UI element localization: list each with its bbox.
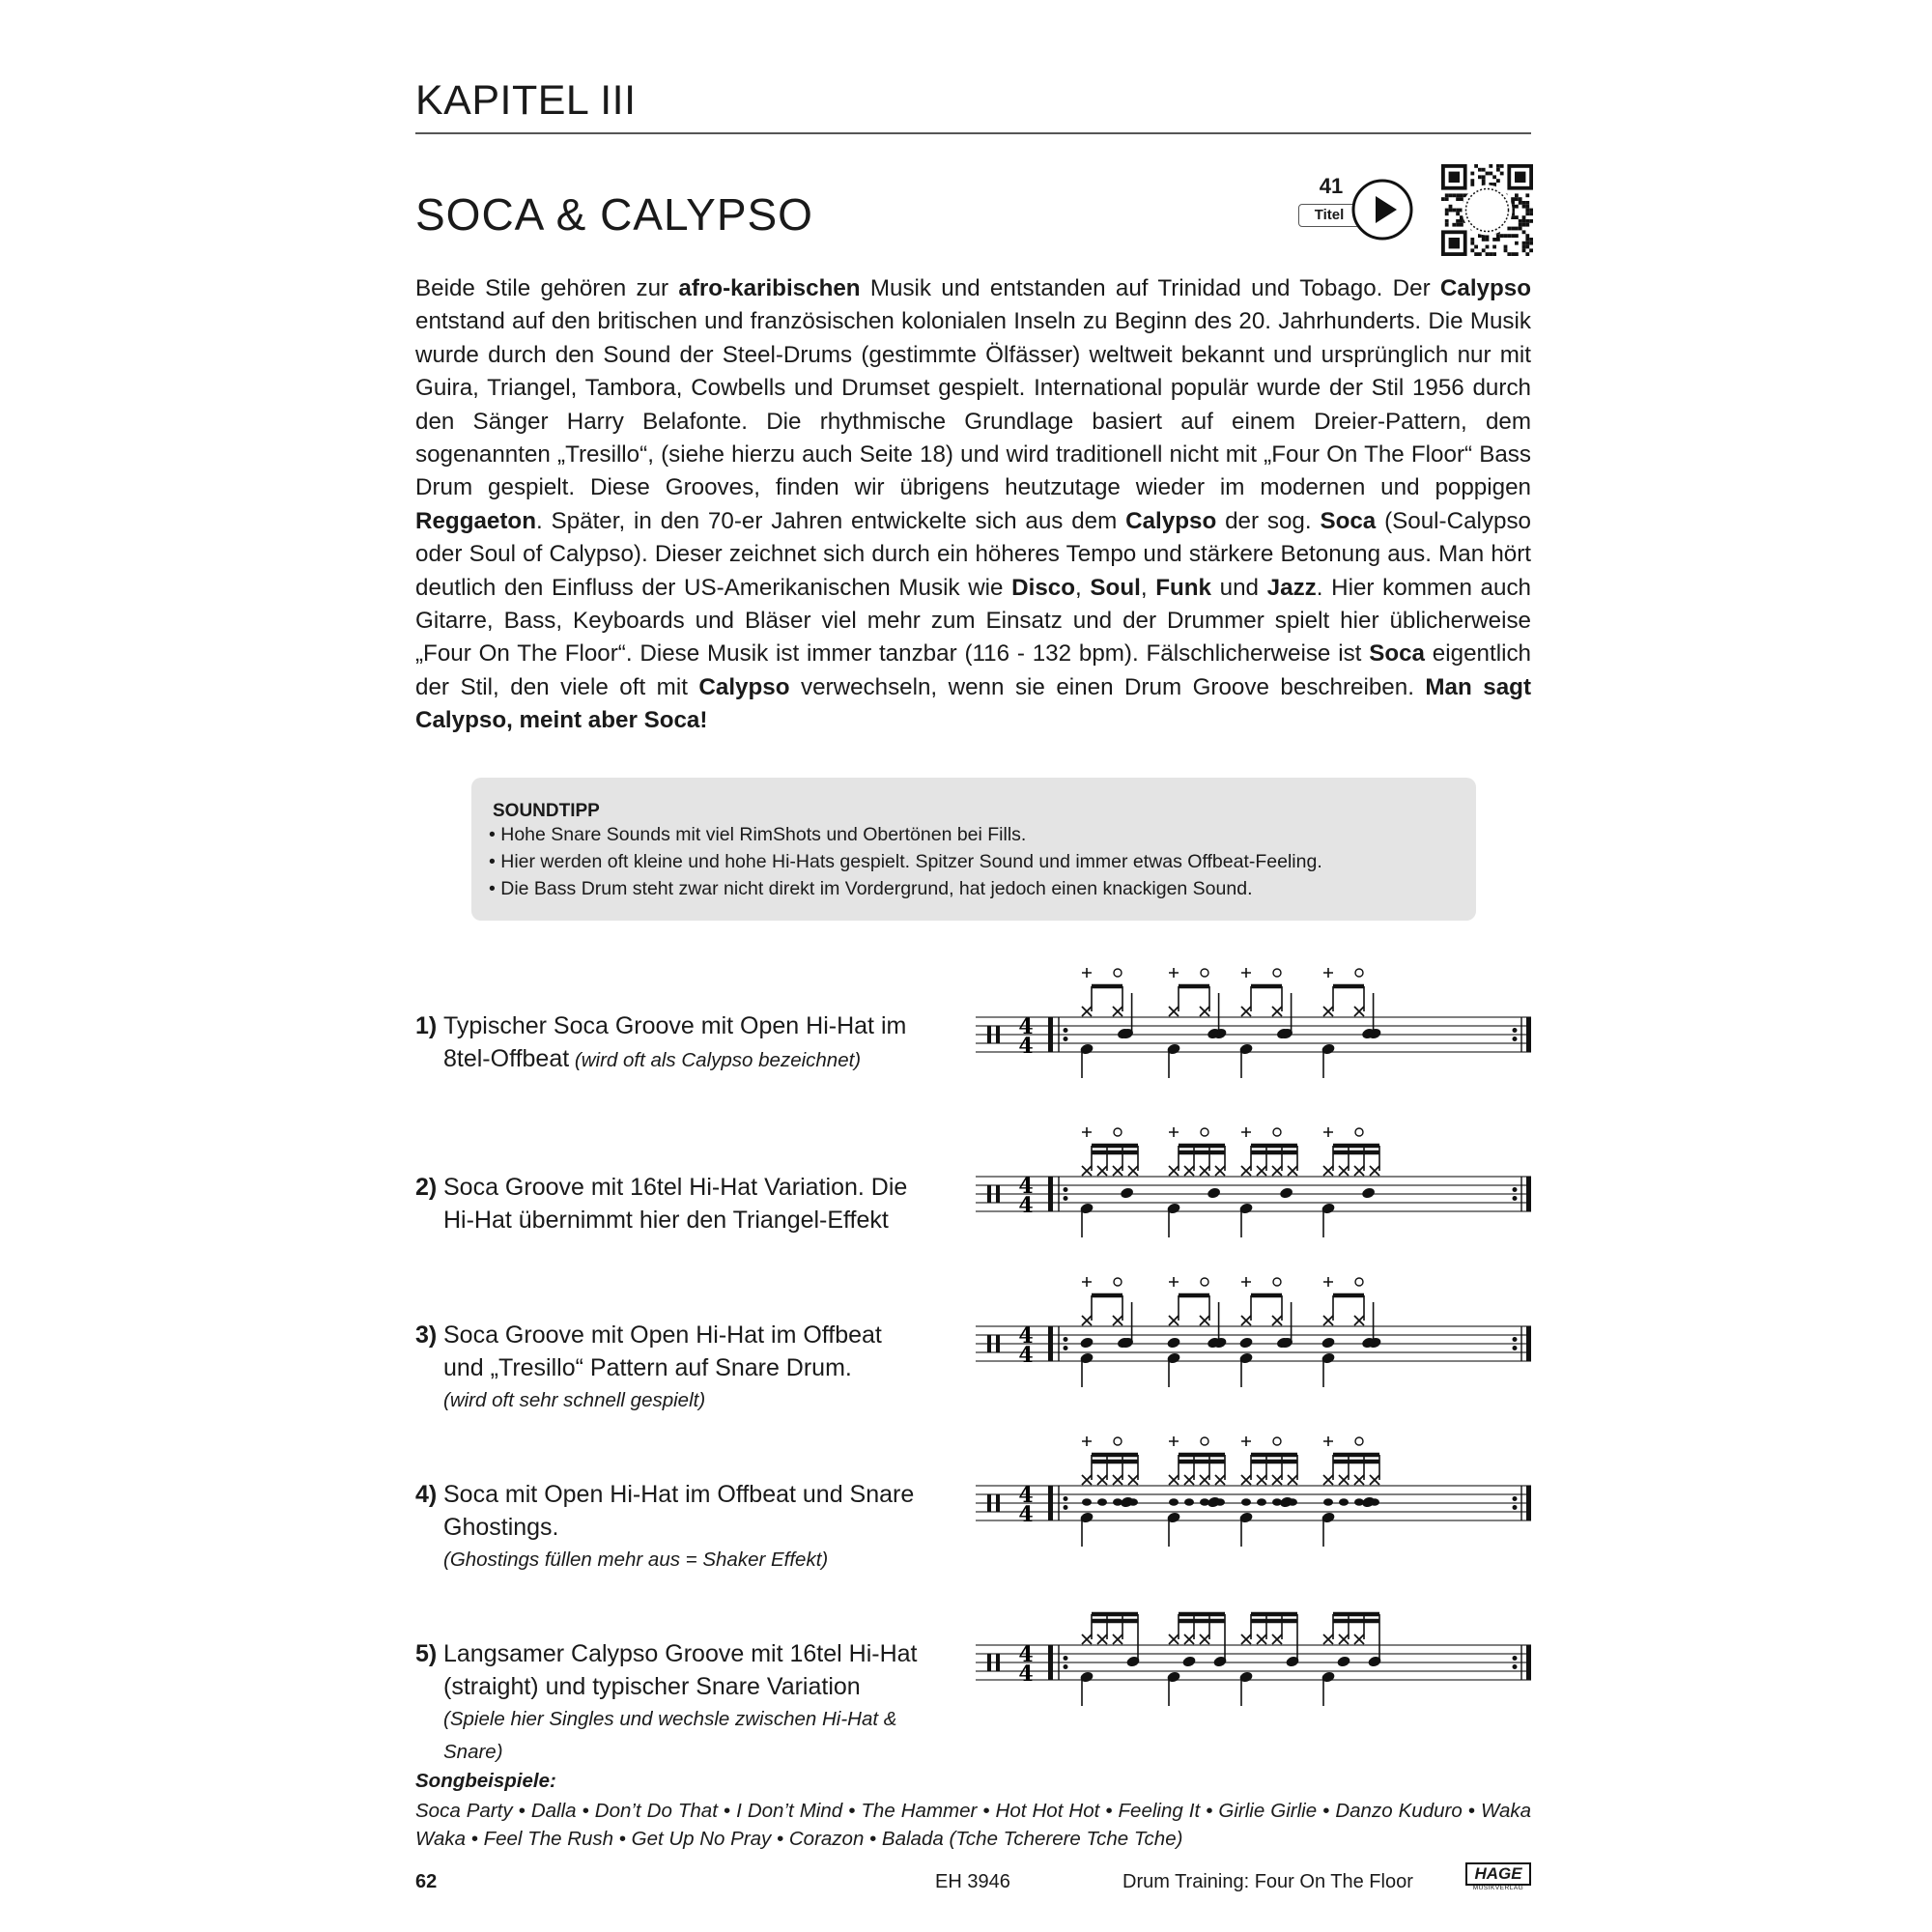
paragraph-text: eigentlich der Stil, den viele oft mit xyxy=(415,640,1531,700)
exercise-description xyxy=(443,1319,955,1417)
exercise-number: 2) xyxy=(415,1174,438,1201)
hihat-note xyxy=(1169,1007,1179,1016)
hihat-note xyxy=(1184,1166,1194,1176)
repeat-dot xyxy=(1513,1337,1518,1342)
hihat-note xyxy=(1339,1166,1349,1176)
closed-hihat-mark xyxy=(1323,1436,1333,1446)
exercise-number: 5) xyxy=(415,1640,438,1667)
open-hihat-mark xyxy=(1273,1128,1281,1136)
hihat-note xyxy=(1200,1007,1209,1016)
hihat-note xyxy=(1113,1007,1122,1016)
hihat-note xyxy=(1113,1316,1122,1325)
hihat-note xyxy=(1082,1316,1092,1325)
ghost-snare-note xyxy=(1128,1498,1138,1506)
exercise-note: (wird oft sehr schnell gespielt) xyxy=(443,1389,706,1411)
hihat-note xyxy=(1200,1166,1209,1176)
ghost-snare-note xyxy=(1082,1498,1092,1506)
paragraph-text: , xyxy=(1075,574,1091,601)
hihat-note xyxy=(1272,1475,1282,1485)
hihat-note xyxy=(1169,1634,1179,1644)
hihat-note xyxy=(1354,1316,1364,1325)
hihat-note xyxy=(1370,1166,1379,1176)
hihat-note xyxy=(1200,1634,1209,1644)
open-hihat-mark xyxy=(1114,1437,1122,1445)
snare-note xyxy=(1120,1186,1134,1199)
exercise-line: Typischer Soca Groove mit Open Hi-Hat im xyxy=(443,1012,907,1039)
time-signature-top: 4 xyxy=(1018,1323,1034,1349)
hihat-note xyxy=(1370,1475,1379,1485)
open-hihat-mark xyxy=(1114,969,1122,977)
time-signature-top: 4 xyxy=(1018,1014,1034,1039)
repeat-start-bar xyxy=(1048,1177,1053,1211)
track-number: 41 xyxy=(1319,174,1344,198)
exercise-line xyxy=(443,1042,955,1077)
hihat-note xyxy=(1272,1316,1282,1325)
repeat-dot xyxy=(1064,1656,1068,1661)
hihat-note xyxy=(1354,1007,1364,1016)
hihat-note xyxy=(1241,1007,1251,1016)
percussion-clef xyxy=(987,1185,991,1203)
bold-term: afro-karibischen xyxy=(678,275,861,301)
hihat-note xyxy=(1082,1475,1092,1485)
time-signature-top: 4 xyxy=(1018,1174,1034,1199)
hihat-note xyxy=(1339,1475,1349,1485)
closed-hihat-mark xyxy=(1323,1127,1333,1137)
closed-hihat-mark xyxy=(1169,1436,1179,1446)
bold-term: Reggaeton xyxy=(415,507,536,534)
exercise-line: Soca mit Open Hi-Hat im Offbeat und Snare xyxy=(443,1481,915,1508)
closed-hihat-mark xyxy=(1169,1277,1179,1287)
repeat-dot xyxy=(1064,1337,1068,1342)
soundtipp-item: • Hier werden oft kleine und hohe Hi-Hats gespielt. Spitzer Sound und immer etwas Offbeat-Feeling. xyxy=(489,851,1322,872)
repeat-start-bar xyxy=(1048,1017,1053,1052)
soundtipp-box xyxy=(471,778,1476,921)
hihat-note xyxy=(1082,1634,1092,1644)
hihat-note xyxy=(1272,1166,1282,1176)
paragraph-text: . Später, in den 70-er Jahren entwickelte sich aus dem xyxy=(535,507,1126,534)
hihat-note xyxy=(1169,1475,1179,1485)
exercise-note: (Spiele hier Singles und wechsle zwischen Hi-Hat & Snare) xyxy=(443,1708,897,1763)
repeat-dot xyxy=(1064,1496,1068,1501)
hihat-note xyxy=(1169,1316,1179,1325)
hihat-note xyxy=(1339,1634,1349,1644)
repeat-dot xyxy=(1513,1028,1518,1033)
exercise-line: und „Tresillo“ Pattern auf Snare Drum. xyxy=(443,1354,852,1381)
ghost-snare-note xyxy=(1241,1498,1251,1506)
hihat-note xyxy=(1272,1007,1282,1016)
hihat-note xyxy=(1354,1634,1364,1644)
drum-notation-1 xyxy=(976,961,1536,1106)
hihat-note xyxy=(1097,1475,1107,1485)
closed-hihat-mark xyxy=(1241,1436,1251,1446)
bold-term: Calypso xyxy=(1125,507,1217,534)
exercise-description xyxy=(443,1478,955,1577)
snare-note xyxy=(1336,1655,1350,1667)
hihat-note xyxy=(1097,1166,1107,1176)
hihat-note xyxy=(1323,1475,1333,1485)
repeat-dot xyxy=(1064,1187,1068,1192)
paragraph-text: verwechseln, wenn sie einen Drum Groove beschreiben. xyxy=(789,673,1426,700)
hihat-note xyxy=(1257,1166,1266,1176)
repeat-dot xyxy=(1513,1496,1518,1501)
publisher-logo xyxy=(1465,1862,1531,1893)
repeat-end-bar xyxy=(1526,1017,1531,1052)
repeat-dot xyxy=(1513,1037,1518,1041)
repeat-start-bar xyxy=(1048,1486,1053,1520)
hihat-note xyxy=(1113,1166,1122,1176)
open-hihat-mark xyxy=(1355,1278,1363,1286)
intro-paragraph xyxy=(415,272,1531,738)
audio-track-badge[interactable] xyxy=(1296,174,1389,243)
hihat-note xyxy=(1215,1166,1225,1176)
hihat-note xyxy=(1128,1166,1138,1176)
repeat-dot xyxy=(1513,1187,1518,1192)
exercise-line: Ghostings. xyxy=(443,1514,559,1541)
bold-term: Soca xyxy=(1320,507,1377,534)
ghost-snare-note xyxy=(1184,1498,1194,1506)
closed-hihat-mark xyxy=(1082,968,1092,978)
hihat-note xyxy=(1323,1316,1333,1325)
exercise-line: Soca Groove mit Open Hi-Hat im Offbeat xyxy=(443,1321,882,1349)
repeat-dot xyxy=(1064,1196,1068,1201)
ghost-snare-note xyxy=(1215,1498,1225,1506)
hihat-note xyxy=(1113,1475,1122,1485)
hihat-note xyxy=(1323,1634,1333,1644)
drum-notation-4 xyxy=(976,1430,1536,1575)
hihat-note xyxy=(1241,1475,1251,1485)
exercise-number: 3) xyxy=(415,1321,438,1349)
hihat-note xyxy=(1241,1316,1251,1325)
open-hihat-mark xyxy=(1355,1437,1363,1445)
open-hihat-mark xyxy=(1201,1437,1208,1445)
exercise-line: Langsamer Calypso Groove mit 16tel Hi-Hat xyxy=(443,1640,918,1667)
ghost-snare-note xyxy=(1169,1498,1179,1506)
ghost-snare-note xyxy=(1200,1498,1209,1506)
songs-heading: Songbeispiele: xyxy=(415,1770,556,1792)
bold-term: Disco xyxy=(1011,574,1076,601)
soundtipp-title: SOUNDTIPP xyxy=(493,801,600,821)
closed-hihat-mark xyxy=(1241,1277,1251,1287)
hihat-note xyxy=(1200,1475,1209,1485)
snare-note xyxy=(1207,1186,1221,1199)
percussion-clef xyxy=(987,1654,991,1671)
hihat-note xyxy=(1200,1316,1209,1325)
closed-hihat-mark xyxy=(1323,968,1333,978)
open-hihat-mark xyxy=(1201,1128,1208,1136)
qr-code-icon[interactable] xyxy=(1441,164,1533,256)
repeat-dot xyxy=(1064,1028,1068,1033)
ghost-snare-note xyxy=(1097,1498,1107,1506)
exercise-description xyxy=(443,1171,955,1236)
song-examples: Soca Party • Dalla • Don’t Do That • I Don’t Mind • The Hammer • Hot Hot Hot • Feeling It • Girlie Girlie • Danzo Kuduro • Waka Waka • Feel The Rush • Get Up No Pray • Corazon • Balada (Tche Tcherere Tche Tche) xyxy=(415,1800,1531,1850)
time-signature-top: 4 xyxy=(1018,1642,1034,1667)
percussion-clef xyxy=(987,1026,991,1043)
ghost-snare-note xyxy=(1339,1498,1349,1506)
repeat-dot xyxy=(1064,1037,1068,1041)
percussion-clef xyxy=(996,1654,1000,1671)
ghost-snare-note xyxy=(1257,1498,1266,1506)
snare-note xyxy=(1321,1336,1335,1349)
hihat-note xyxy=(1082,1007,1092,1016)
snare-note xyxy=(1181,1655,1196,1667)
snare-note xyxy=(1361,1186,1376,1199)
closed-hihat-mark xyxy=(1241,1127,1251,1137)
bold-term: Funk xyxy=(1155,574,1211,601)
paragraph-text: Musik und entstanden auf Trinidad und Tobago. Der xyxy=(860,275,1440,301)
hihat-note xyxy=(1184,1475,1194,1485)
section-title: SOCA & CALYPSO xyxy=(415,189,813,240)
paragraph-text: der sog. xyxy=(1216,507,1321,534)
hihat-note xyxy=(1241,1166,1251,1176)
exercise-description xyxy=(443,1009,955,1077)
ghost-snare-note xyxy=(1323,1498,1333,1506)
hihat-note xyxy=(1169,1166,1179,1176)
hihat-note xyxy=(1128,1475,1138,1485)
paragraph-text: (Soul-Calypso oder Soul of Calypso). Dieser zeichnet sich durch ein höheres Tempo und stärkere Betonung aus. Man hört deutlich den Einfluss der US-Amerikanischen Musik wie xyxy=(415,507,1531,601)
chapter-divider xyxy=(415,132,1531,134)
exercise-number: 1) xyxy=(415,1012,438,1039)
repeat-end-bar xyxy=(1526,1486,1531,1520)
time-signature-bottom: 4 xyxy=(1018,1343,1034,1368)
exercise-note: (wird oft als Calypso bezeichnet) xyxy=(569,1049,862,1071)
percussion-clef xyxy=(987,1494,991,1512)
paragraph-text: Beide Stile gehören zur xyxy=(415,275,679,301)
closed-hihat-mark xyxy=(1082,1436,1092,1446)
ghost-snare-note xyxy=(1370,1498,1379,1506)
repeat-end-bar xyxy=(1526,1326,1531,1361)
bold-term: Soca xyxy=(1369,640,1425,668)
open-hihat-mark xyxy=(1114,1278,1122,1286)
repeat-dot xyxy=(1513,1664,1518,1669)
page-number: 62 xyxy=(415,1871,438,1892)
hihat-note xyxy=(1184,1634,1194,1644)
time-signature-bottom: 4 xyxy=(1018,1502,1034,1527)
hihat-note xyxy=(1354,1475,1364,1485)
exercise-line: 8tel-Offbeat xyxy=(443,1045,570,1072)
page xyxy=(415,58,1531,1893)
repeat-dot xyxy=(1064,1505,1068,1510)
hihat-note xyxy=(1288,1166,1297,1176)
percussion-clef xyxy=(996,1185,1000,1203)
percussion-clef xyxy=(996,1026,1000,1043)
time-signature-top: 4 xyxy=(1018,1483,1034,1508)
repeat-dot xyxy=(1064,1346,1068,1350)
hihat-note xyxy=(1097,1634,1107,1644)
bold-term: Calypso xyxy=(698,673,790,700)
hihat-note xyxy=(1215,1475,1225,1485)
repeat-dot xyxy=(1513,1505,1518,1510)
hihat-note xyxy=(1241,1634,1251,1644)
ghost-snare-note xyxy=(1272,1498,1282,1506)
hihat-note xyxy=(1082,1166,1092,1176)
edition-code: EH 3946 xyxy=(935,1871,1010,1892)
repeat-dot xyxy=(1513,1656,1518,1661)
closed-hihat-mark xyxy=(1082,1277,1092,1287)
hihat-note xyxy=(1257,1634,1266,1644)
exercise-line: (straight) und typischer Snare Variation xyxy=(443,1673,861,1700)
repeat-start-bar xyxy=(1048,1326,1053,1361)
open-hihat-mark xyxy=(1273,1437,1281,1445)
repeat-end-bar xyxy=(1526,1177,1531,1211)
open-hihat-mark xyxy=(1273,969,1281,977)
play-icon[interactable] xyxy=(1350,178,1414,242)
drum-notation-5 xyxy=(976,1589,1536,1734)
ghost-snare-note xyxy=(1288,1498,1297,1506)
exercise-line: Hi-Hat übernimmt hier den Triangel-Effekt xyxy=(443,1207,889,1234)
bold-term: Soul xyxy=(1090,574,1141,601)
hihat-note xyxy=(1257,1475,1266,1485)
closed-hihat-mark xyxy=(1082,1127,1092,1137)
book-title: Drum Training: Four On The Floor xyxy=(1122,1871,1413,1892)
repeat-dot xyxy=(1513,1346,1518,1350)
open-hihat-mark xyxy=(1355,969,1363,977)
open-hihat-mark xyxy=(1273,1278,1281,1286)
snare-note xyxy=(1279,1186,1293,1199)
repeat-start-bar xyxy=(1048,1645,1053,1680)
logo-subtext: MUSIKVERLAG xyxy=(1472,1885,1524,1891)
repeat-dot xyxy=(1064,1664,1068,1669)
snare-note xyxy=(1166,1336,1180,1349)
bold-term: Man sagt Calypso, meint aber Soca! xyxy=(415,673,1531,734)
exercise-note: (Ghostings füllen mehr aus = Shaker Effekt) xyxy=(443,1548,829,1571)
exercise-description xyxy=(443,1637,955,1769)
exercise-line: Soca Groove mit 16tel Hi-Hat Variation. Die xyxy=(443,1174,908,1201)
bold-term: Jazz xyxy=(1266,574,1317,601)
ghost-snare-note xyxy=(1354,1498,1364,1506)
hihat-note xyxy=(1354,1166,1364,1176)
exercise-number: 4) xyxy=(415,1481,438,1508)
open-hihat-mark xyxy=(1201,1278,1208,1286)
closed-hihat-mark xyxy=(1323,1277,1333,1287)
open-hihat-mark xyxy=(1355,1128,1363,1136)
percussion-clef xyxy=(996,1335,1000,1352)
percussion-clef xyxy=(996,1494,1000,1512)
percussion-clef xyxy=(987,1335,991,1352)
paragraph-text: , xyxy=(1140,574,1156,601)
drum-notation-3 xyxy=(976,1270,1536,1415)
open-hihat-mark xyxy=(1114,1128,1122,1136)
paragraph-text: entstand auf den britischen und französischen kolonialen Inseln zu Beginn des 20. Jahrhunderts. Die Musik wurde durch den Sound der Steel-Drums (gestimmte Ölfässer) weltweit bekannt und ursprünglich nur mit Guira, Triangel, Tambora, Cowbells und Drumset gespielt. International populär wurde der Stil 1956 durch den Sänger Harry Belafonte. Die rhythmische Grundlage basiert auf einem Dreier-Pattern, dem sogenannten „Tresillo“, (siehe hierzu auch Seite 18) und wird traditionell nicht mit „Four On The Floor“ Bass Drum gespielt. Diese Grooves, finden wir übrigens heutzutage wieder im modernen und poppigen xyxy=(415,308,1531,501)
time-signature-bottom: 4 xyxy=(1018,1193,1034,1218)
chapter-title: KAPITEL III xyxy=(415,77,637,124)
ghost-snare-note xyxy=(1113,1498,1122,1506)
soundtipp-item: • Hohe Snare Sounds mit viel RimShots und Obertönen bei Fills. xyxy=(489,824,1027,845)
hihat-note xyxy=(1323,1007,1333,1016)
snare-note xyxy=(1079,1336,1094,1349)
closed-hihat-mark xyxy=(1169,968,1179,978)
drum-notation-2 xyxy=(976,1121,1536,1265)
paragraph-text: . Hier kommen auch Gitarre, Bass, Keyboards und Bläser viel mehr zum Einsatz und der Drummer spielt hier üblicherweise „Four On The Floor“. Diese Musik ist immer tanzbar (116 - 132 bpm). Fälschlicherweise ist xyxy=(415,574,1531,668)
hihat-note xyxy=(1323,1166,1333,1176)
soundtipp-item: • Die Bass Drum steht zwar nicht direkt im Vordergrund, hat jedoch einen knackigen Sound. xyxy=(489,878,1253,899)
snare-note xyxy=(1238,1336,1253,1349)
hihat-note xyxy=(1113,1634,1122,1644)
open-hihat-mark xyxy=(1201,969,1208,977)
track-label: Titel xyxy=(1298,204,1360,227)
hihat-note xyxy=(1288,1475,1297,1485)
closed-hihat-mark xyxy=(1169,1127,1179,1137)
repeat-end-bar xyxy=(1526,1645,1531,1680)
repeat-dot xyxy=(1513,1196,1518,1201)
time-signature-bottom: 4 xyxy=(1018,1662,1034,1687)
logo-text: HAGE xyxy=(1465,1862,1531,1886)
paragraph-text: und xyxy=(1211,574,1267,601)
time-signature-bottom: 4 xyxy=(1018,1034,1034,1059)
closed-hihat-mark xyxy=(1241,968,1251,978)
bold-term: Calypso xyxy=(1439,275,1531,301)
hihat-note xyxy=(1272,1634,1282,1644)
